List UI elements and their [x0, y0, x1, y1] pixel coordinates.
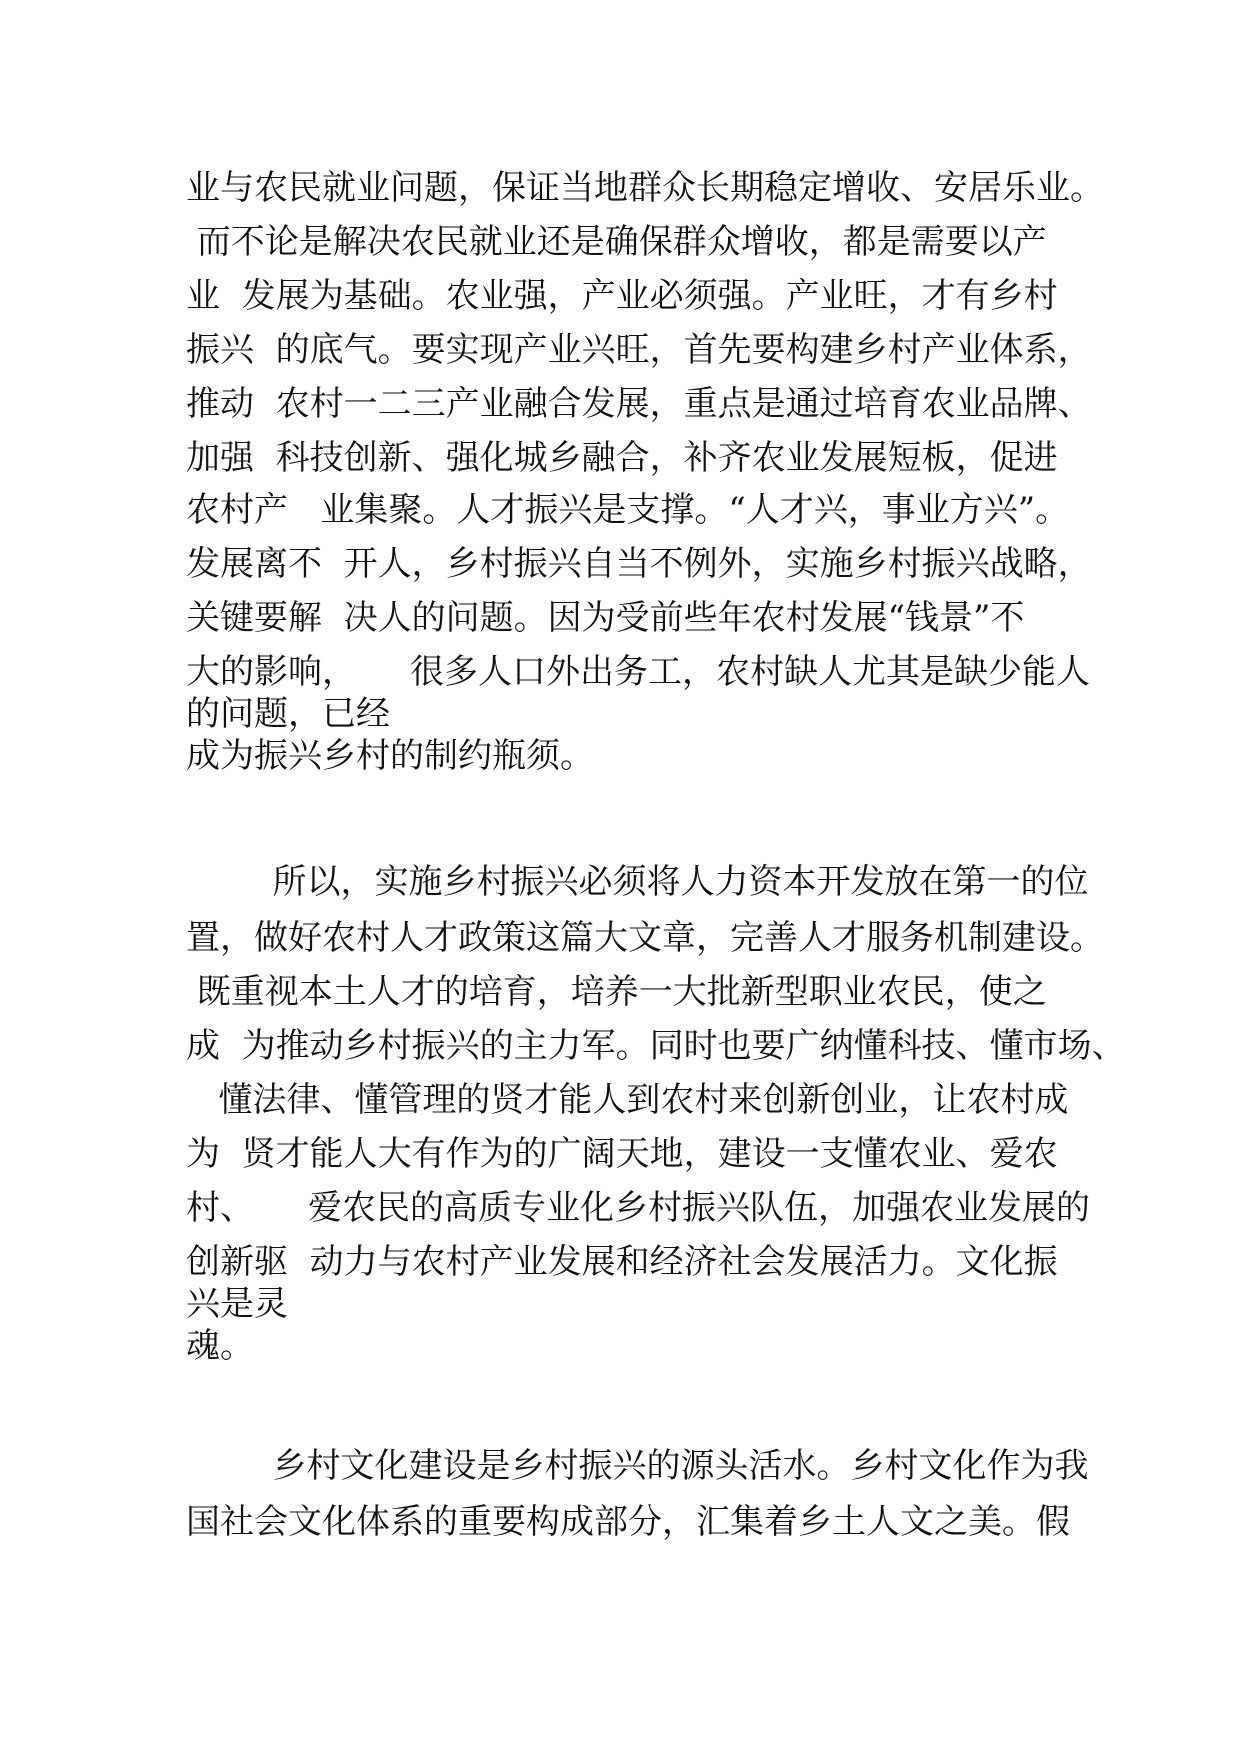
text-line: 既重视本土人才的培育，培养一大批新型职业农民，使之: [186, 972, 1047, 1012]
text-line: 国社会文化体系的重要构成部分，汇集着乡土人文之美。假: [186, 1502, 1070, 1542]
text-line: 加强 科技创新、强化城乡融合，补齐农业发展短板，促进: [186, 438, 1058, 478]
text-line: 农村产 业集聚。人才振兴是支撑。“人才兴，事业方兴”。: [186, 490, 1070, 530]
text-line: 的问题，已经: [186, 694, 390, 734]
text-line: 成 为推动乡村振兴的主力军。同时也要广纳懂科技、懂市场、: [186, 1026, 1126, 1066]
text-line: 所以，实施乡村振兴必须将人力资本开发放在第一的位: [186, 862, 1089, 902]
text-line: 兴是灵: [186, 1284, 288, 1324]
text-line: 业与农民就业问题，保证当地群众长期稳定增收、安居乐业。: [186, 168, 1104, 208]
text-line: 创新驱 动力与农村产业发展和经济社会发展活力。文化振: [186, 1242, 1058, 1282]
text-line: 发展离不 开人，乡村振兴自当不例外，实施乡村振兴战略，: [186, 544, 1092, 584]
text-line: 村、 爱农民的高质专业化乡村振兴队伍，加强农业发展的: [186, 1188, 1091, 1228]
text-line: 为 贤才能人大有作为的广阔天地，建设一支懂农业、爱农: [186, 1134, 1058, 1174]
text-line: 成为振兴乡村的制约瓶须。: [186, 736, 594, 776]
text-line: 大的影响， 很多人口外出务工，农村缺人尤其是缺少能人: [186, 652, 1091, 692]
text-line: 业 发展为基础。农业强，产业必须强。产业旺，才有乡村: [186, 276, 1058, 316]
text-line: 关键要解 决人的问题。因为受前些年农村发展“钱景”不: [186, 598, 1025, 638]
text-line: 乡村文化建设是乡村振兴的源头活水。乡村文化作为我: [186, 1446, 1089, 1486]
text-line: 懂法律、懂管理的贤才能人到农村来创新创业，让农村成: [186, 1080, 1069, 1120]
text-line: 而不论是解决农民就业还是确保群众增收，都是需要以产: [186, 222, 1047, 262]
text-line: 置，做好农村人才政策这篇大文章，完善人才服务机制建设。: [186, 918, 1104, 958]
text-line: 振兴 的底气。要实现产业兴旺，首先要构建乡村产业体系，: [186, 330, 1092, 370]
text-line: 魂。: [186, 1326, 254, 1366]
text-line: 推动 农村一二三产业融合发展，重点是通过培育农业品牌、: [186, 384, 1092, 424]
